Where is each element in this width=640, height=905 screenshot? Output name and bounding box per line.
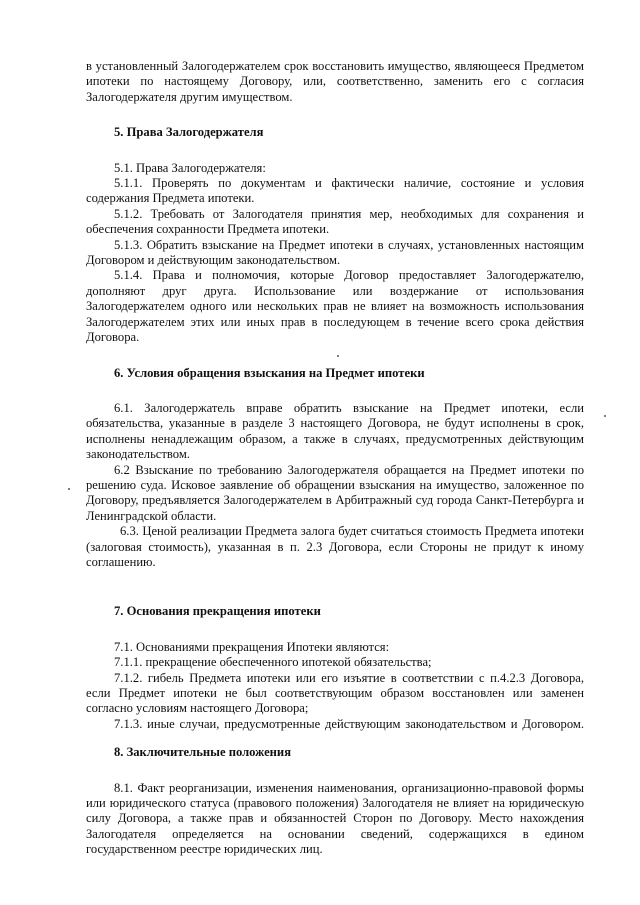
section-6-p1: 6.1. Залогодержатель вправе обратить взыскание на Предмет ипотеки, если обязательства, указанные в разделе 3 настоящего Договора, не будут исполнены в срок, исполнены ненадлежащим образом, а также в случаях, предусмотренных действующим законодательством. xyxy=(86,400,584,462)
section-7-p1: 7.1. Основаниями прекращения Ипотеки являются: xyxy=(114,639,390,654)
section-6-p2: 6.2 Взыскание по требованию Залогодержателя обращается на Предмет ипотеки по решению суда. Исковое заявление об обращении взыскания на имущество, заложенное по Договору, предъявляется Залогодержателем в Арбитражный суд города Санкт-Петербурга и Ленинградской области. xyxy=(86,462,584,523)
section-5-p2: 5.1.1. Проверять по документам и фактически наличие, состояние и условия содержания Предмета ипотеки. xyxy=(86,176,584,206)
section-6-p3: 6.3. Ценой реализации Предмета залога будет считаться стоимость Предмета ипотеки (залоговая стоимость), указанная в п. 2.3 Договора, если Стороны не придут к иному соглашению. xyxy=(86,524,584,569)
section-7-p4: 7.1.3. иные случаи, предусмотренные действующим законодательством и Договором. xyxy=(114,716,584,731)
section-6-heading: 6. Условия обращения взыскания на Предмет ипотеки xyxy=(114,365,425,380)
section-7-heading: 7. Основания прекращения ипотеки xyxy=(114,604,321,619)
section-5-p5: 5.1.4. Права и полномочия, которые Договор предоставляет Залогодержателю, дополняют друг друга. Использование или воздержание от использования Залогодержателем одного или нескольких прав не влияет на возможность использования Залогодержателем этих или иных прав в последующем в течение всего срока действия Договора. xyxy=(86,268,584,345)
scan-speck xyxy=(337,355,339,357)
document-body xyxy=(86,59,584,858)
section-5-p1: 5.1. Права Залогодержателя: xyxy=(114,160,266,175)
scan-speck xyxy=(604,415,606,417)
intro-paragraph: в установленный Залогодержателем срок восстановить имущество, являющееся Предметом ипотеки по настоящему Договору, или, соответственно, заменить его с согласия Залогодержателя другим имуществом. xyxy=(86,59,584,104)
scan-speck xyxy=(68,488,70,490)
section-5-p3: 5.1.2. Требовать от Залогодателя принятия мер, необходимых для сохранения и обеспечения сохранности Предмета ипотеки. xyxy=(86,206,584,237)
section-7-p2: 7.1.1. прекращение обеспеченного ипотекой обязательства; xyxy=(114,655,432,670)
section-5-heading: 5. Права Залогодержателя xyxy=(114,125,264,140)
section-5-p4: 5.1.3. Обратить взыскание на Предмет ипотеки в случаях, установленных настоящим Договором и действующим законодательством. xyxy=(86,237,584,268)
section-8-heading: 8. Заключительные положения xyxy=(114,745,292,760)
section-8-p1: 8.1. Факт реорганизации, изменения наименования, организационно-правовой формы или юридического статуса (правового положения) Залогодателя не влияет на юридическую силу Договора, а также прав и обязанностей Сторон по Договору. Место нахождения Залогодателя определяется на основании сведений, содержащихся в едином государственном реестре юридических лиц. xyxy=(86,780,584,857)
section-7-p3: 7.1.2. гибель Предмета ипотеки или его изъятие в соответствии с п.4.2.3 Договора, если Предмет ипотеки не был соответствующим образом восстановлен или заменен согласно условиям настоящего Договора; xyxy=(86,670,584,716)
